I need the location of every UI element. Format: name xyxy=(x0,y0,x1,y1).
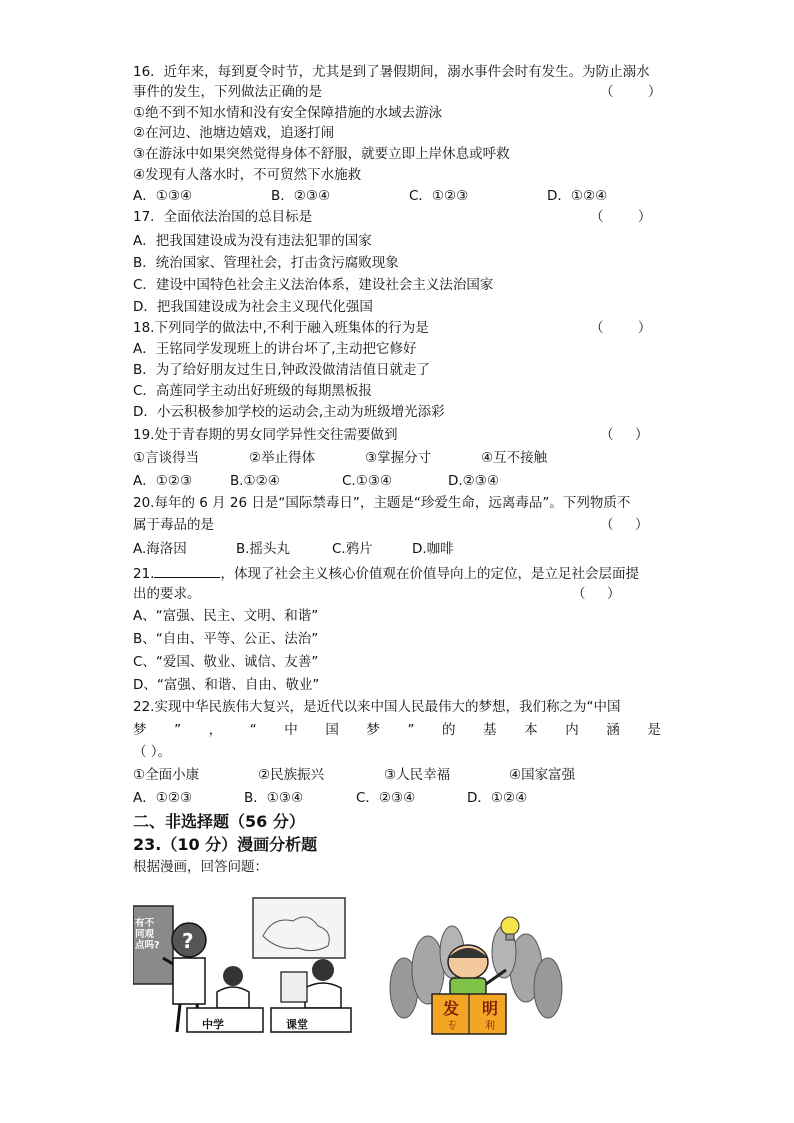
q22-char: 内 xyxy=(565,722,579,738)
q20-option-c[interactable]: C.鸦片 xyxy=(332,541,373,557)
q16-option-d[interactable]: D．①②④ xyxy=(547,188,608,204)
q19-answer-bracket: （ ） xyxy=(600,427,649,443)
q20-stem-line2: 属于毒品的是 xyxy=(133,517,214,533)
q21-option-b[interactable]: B、“自由、平等、公正、法治” xyxy=(133,631,319,647)
q20-option-b[interactable]: B.摇头丸 xyxy=(236,541,291,557)
q19-item-4: ④互不接触 xyxy=(481,450,548,466)
desk-label-right: 课堂 xyxy=(286,1018,308,1031)
q16-answer-bracket: （ ） xyxy=(600,84,662,100)
q22-item-1: ①全面小康 xyxy=(133,767,200,783)
q21-stem-text: ，体现了社会主义核心价值观在价值导向上的定位，是立足社会层面提 xyxy=(220,566,639,582)
q16-item-4: ④发现有人落水时，不可贸然下水施救 xyxy=(133,167,362,183)
q21-number: 21. xyxy=(133,566,155,582)
q16-item-1: ①绝不到不知水情和没有安全保障措施的水域去游泳 xyxy=(133,105,443,121)
q19-stem: 19.处于青春期的男女同学异性交往需要做到 xyxy=(133,427,398,443)
q22-char: 国 xyxy=(325,722,339,738)
q23-prompt: 根据漫画，回答问题： xyxy=(133,859,268,875)
q21-fill-blank[interactable] xyxy=(154,563,220,578)
q19-option-b[interactable]: B.①②④ xyxy=(230,473,280,489)
invention-comic xyxy=(388,906,564,1038)
q22-item-4: ④国家富强 xyxy=(509,767,576,783)
q22-option-c[interactable]: C．②③④ xyxy=(356,790,416,806)
q23-title: 23.（10 分）漫画分析题 xyxy=(133,835,318,854)
q17-option-c[interactable]: C．建设中国特色社会主义法治体系，建设社会主义法治国家 xyxy=(133,277,494,293)
q22-char: 中 xyxy=(284,722,298,738)
q22-char: 梦 xyxy=(366,722,380,738)
q16-stem-line2: 事件的发生，下列做法正确的是 xyxy=(133,84,322,100)
q20-option-d[interactable]: D.咖啡 xyxy=(412,541,454,557)
q19-option-c[interactable]: C.①③④ xyxy=(342,473,393,489)
q22-char: ” xyxy=(174,722,182,738)
q17-option-a[interactable]: A．把我国建设成为没有违法犯罪的国家 xyxy=(133,233,372,249)
q22-char: 涵 xyxy=(606,722,620,738)
q16-stem-line1: 16．近年来，每到夏令时节，尤其是到了暑假期间，溺水事件会时有发生。为防止溺水 xyxy=(133,64,650,80)
blackboard-line-2: 同观 xyxy=(135,929,155,940)
blackboard-line-1: 有不 xyxy=(135,918,155,929)
desk-label-left: 中学 xyxy=(202,1018,224,1031)
q20-stem-line1: 20.每年的 6 月 26 日是“国际禁毒日”，主题是“珍爱生命，远离毒品”。下列物质不 xyxy=(133,495,631,511)
q22-stem-line1: 22.实现中华民族伟大复兴，是近代以来中国人民最伟大的梦想，我们称之为“中国 xyxy=(133,699,621,715)
q16-item-3: ③在游泳中如果突然觉得身体不舒服，就要立即上岸休息或呼救 xyxy=(133,146,510,162)
q19-item-1: ①言谈得当 xyxy=(133,450,200,466)
q22-item-3: ③人民幸福 xyxy=(384,767,451,783)
q17-option-d[interactable]: D．把我国建设成为社会主义现代化强国 xyxy=(133,299,373,315)
q22-char: 本 xyxy=(524,722,538,738)
q21-option-a[interactable]: A、“富强、民主、文明、和谐” xyxy=(133,608,319,624)
q19-option-d[interactable]: D.②③④ xyxy=(448,473,499,489)
q22-char: 的 xyxy=(442,722,456,738)
q18-option-a[interactable]: A．王铭同学发现班上的讲台坏了,主动把它修好 xyxy=(133,341,417,357)
q19-item-3: ③掌握分寸 xyxy=(365,450,432,466)
q22-char: 梦 xyxy=(133,722,147,738)
q22-char: 是 xyxy=(647,722,661,738)
q22-option-a[interactable]: A．①②③ xyxy=(133,790,193,806)
q21-answer-bracket: （ ） xyxy=(572,586,621,602)
q18-option-b[interactable]: B．为了给好朋友过生日,钟政没做清洁值日就走了 xyxy=(133,362,431,378)
q22-char: ， xyxy=(208,722,223,738)
section-heading-nonchoice: 二、非选择题（56 分） xyxy=(133,812,305,831)
q16-option-a[interactable]: A．①③④ xyxy=(133,188,193,204)
q17-option-b[interactable]: B．统治国家、管理社会，打击贪污腐败现象 xyxy=(133,255,399,271)
q22-char: “ xyxy=(249,722,257,738)
q19-option-a[interactable]: A．①②③ xyxy=(133,473,193,489)
blackboard-text xyxy=(135,918,160,951)
q21-stem-line1 xyxy=(133,563,639,583)
q21-stem-line2: 出的要求。 xyxy=(133,586,201,602)
q17-stem: 17．全面依法治国的总目标是 xyxy=(133,209,313,225)
q22-char: 基 xyxy=(483,722,497,738)
blackboard-line-3: 点吗? xyxy=(135,940,160,951)
q18-stem: 18.下列同学的做法中,不利于融入班集体的行为是 xyxy=(133,320,429,336)
q22-char: ” xyxy=(407,722,415,738)
q20-option-a[interactable]: A.海洛因 xyxy=(133,541,187,557)
q18-option-c[interactable]: C．高莲同学主动出好班级的每期黑板报 xyxy=(133,383,372,399)
q17-answer-bracket: （ ） xyxy=(590,209,652,225)
q22-option-b[interactable]: B．①③④ xyxy=(244,790,304,806)
q18-answer-bracket: （ ） xyxy=(590,320,652,336)
book-label-patent-right: 利 xyxy=(485,1021,495,1032)
q22-option-d[interactable]: D．①②④ xyxy=(467,790,528,806)
q16-option-c[interactable]: C．①②③ xyxy=(409,188,469,204)
q20-answer-bracket: （ ） xyxy=(600,517,649,533)
q22-item-2: ②民族振兴 xyxy=(258,767,325,783)
q21-option-d[interactable]: D、“富强、和谐、自由、敬业” xyxy=(133,677,320,693)
q18-option-d[interactable]: D．小云积极参加学校的运动会,主动为班级增光添彩 xyxy=(133,404,445,420)
book-label-invention-right: 明 xyxy=(482,999,499,1018)
q21-option-c[interactable]: C、“爱国、敬业、诚信、友善” xyxy=(133,654,319,670)
q16-option-b[interactable]: B．②③④ xyxy=(271,188,331,204)
q22-stem-line2 xyxy=(133,721,661,739)
svg-text:?: ? xyxy=(182,929,194,953)
q22-answer-bracket: （ ）。 xyxy=(133,744,172,760)
book-label-invention-left: 发 xyxy=(443,999,460,1018)
classroom-comic xyxy=(133,896,353,1034)
q19-item-2: ②举止得体 xyxy=(249,450,316,466)
q16-item-2: ②在河边、池塘边嬉戏，追逐打闹 xyxy=(133,125,335,141)
book-label-patent-left: 专 xyxy=(447,1021,457,1032)
